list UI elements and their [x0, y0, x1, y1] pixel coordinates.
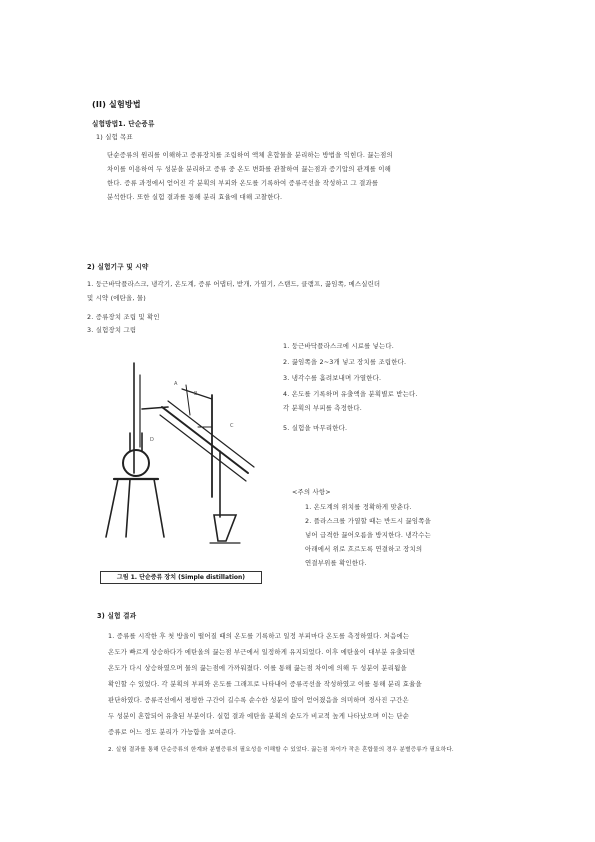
tripod-leg [106, 479, 118, 537]
note-line: 2. 플라스크를 가열할 때는 반드시 끓임쪽을 [305, 517, 432, 525]
part1-paragraph-line: 한다. 증류 과정에서 얻어진 각 분획의 부피와 온도를 기록하여 증류곡선을 작성하고 그 결과를 [107, 179, 379, 187]
procedure-step: 3. 냉각수를 흘려보내며 가열한다. [283, 374, 382, 382]
procedure-step: 2. 끓임쪽을 2~3개 넣고 장치를 조립한다. [283, 358, 407, 366]
part3-paragraph-line: 온도가 다시 상승하였으며 물의 끓는점에 가까워졌다. 이를 통해 끓는점 차이에 의해 두 성분이 분리됨을 [108, 664, 407, 672]
svg-text:B: B [194, 391, 198, 397]
figure-caption: 그림 1. 단순증류 장치 (Simple distillation) [116, 574, 246, 581]
svg-text:D: D [150, 437, 154, 443]
part1-subheading: 1) 실험 목표 [96, 133, 133, 141]
distillation-apparatus-figure [90, 355, 260, 565]
part1-paragraph-line: 분석한다. 또한 실험 결과를 통해 분리 효율에 대해 고찰한다. [107, 193, 283, 201]
part3-paragraph-line: 온도가 빠르게 상승하다가 에탄올의 끓는점 부근에서 일정하게 유지되었다. 이후 에탄올이 대부분 유출되면 [108, 648, 416, 656]
section-title: (II) 실험방법 [92, 100, 141, 109]
part3-last-line: 2. 실험 결과를 통해 단순증류의 한계와 분별증류의 필요성을 이해할 수 있었다. 끓는점 차이가 작은 혼합물의 경우 분별증류가 필요하다. [108, 747, 454, 753]
part3-heading: 3) 실험 결과 [97, 612, 137, 620]
svg-text:C: C [230, 423, 234, 429]
receiver-flask [214, 515, 236, 541]
part1-paragraph-line: 차이를 이용하여 두 성분을 분리하고 증류 중 온도 변화를 관찰하여 끓는점과 증기압의 관계를 이해 [107, 165, 391, 173]
note-line: 아래에서 위로 흐르도록 연결하고 장치의 [305, 545, 423, 553]
part3-paragraph-line: 판단하였다. 증류곡선에서 평평한 구간이 길수록 순수한 성분이 많이 얻어졌음을 의미하며 경사진 구간은 [108, 696, 409, 704]
note-line: 넣어 급격한 끓어오름을 방지한다. 냉각수는 [305, 531, 431, 539]
procedure-step: 5. 실험을 마무리한다. [283, 424, 348, 432]
part2-item: 2. 증류장치 조립 및 확인 [87, 313, 160, 321]
part3-paragraph-line: 확인할 수 있었다. 각 분획의 부피와 온도를 그래프로 나타내어 증류곡선을 작성하였고 이를 통해 분리 효율을 [108, 680, 422, 688]
part3-paragraph-line: 1. 증류를 시작한 후 첫 방울이 떨어질 때의 온도를 기록하고 일정 부피마다 온도를 측정하였다. 처음에는 [108, 632, 410, 640]
round-bottom-flask [123, 450, 149, 476]
tripod-leg [126, 479, 130, 537]
part1-heading: 실험방법1. 단순증류 [92, 120, 155, 128]
part1-paragraph-line: 단순증류의 원리를 이해하고 증류장치를 조립하여 액체 혼합물을 분리하는 방법을 익힌다. 끓는점의 [107, 151, 393, 159]
tripod-leg [154, 479, 164, 537]
condenser [162, 407, 248, 473]
procedure-step: 4. 온도를 기록하며 유출액을 분획별로 받는다. [283, 390, 418, 398]
part2-item: 1. 둥근바닥플라스크, 냉각기, 온도계, 증류 어댑터, 받개, 가열기, 스탠드, 클램프, 끓임쪽, 메스실린더 [87, 280, 381, 288]
water-tube [186, 385, 190, 415]
note-line: 1. 온도계의 위치를 정확하게 맞춘다. [305, 503, 412, 511]
procedure-step: 1. 둥근바닥플라스크에 시료를 넣는다. [283, 342, 395, 350]
svg-text:A: A [174, 381, 178, 387]
procedure-step: 각 분획의 부피를 측정한다. [283, 404, 363, 412]
note-line: 연결부위를 확인한다. [305, 559, 367, 567]
part3-paragraph-line: 증류로 어느 정도 분리가 가능함을 보여준다. [108, 728, 237, 736]
part2-item: 및 시약 (에탄올, 물) [87, 294, 146, 302]
part3-paragraph-line: 두 성분이 혼합되어 유출된 부분이다. 실험 결과 에탄올 분획의 순도가 비교적 높게 나타났으며 이는 단순 [108, 712, 410, 720]
part2-heading: 2) 실험기구 및 시약 [87, 263, 149, 271]
notes-title: <주의 사항> [292, 488, 331, 496]
figure-caption-box [100, 571, 262, 584]
part2-item: 3. 실험장치 그림 [87, 326, 137, 334]
condenser-jacket [168, 401, 254, 467]
